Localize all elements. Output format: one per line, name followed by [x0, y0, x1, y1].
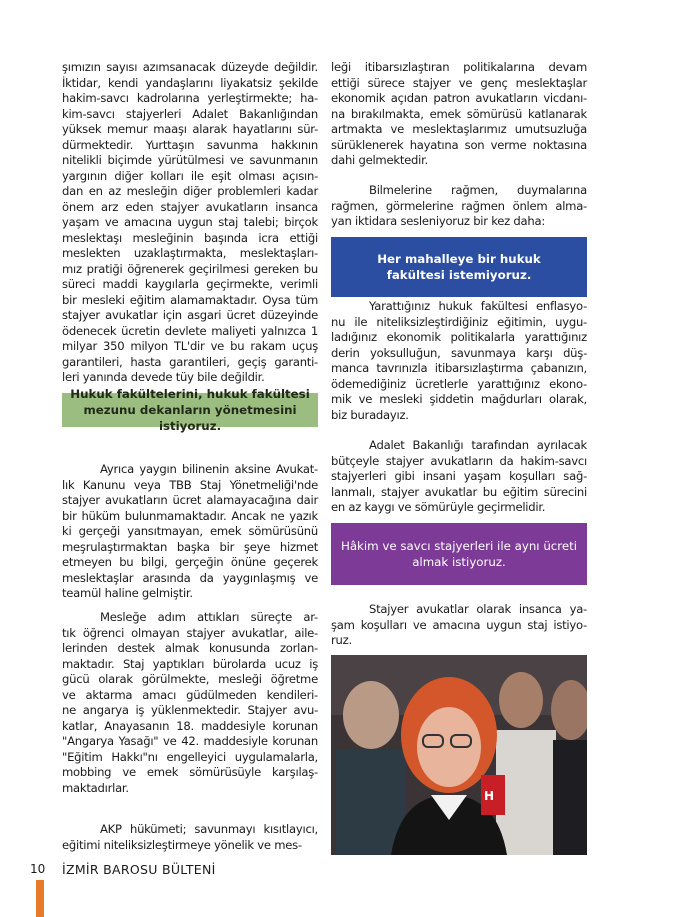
text-line: katlar, Anayasanın 18. maddesiyle korunan [62, 718, 318, 733]
text-line: meşrulaştırmaktan başka bir şeye hizmet [62, 539, 318, 554]
text-line: Stajyer avukatlar olarak insanca ya- [369, 602, 587, 616]
text-line: ödemediğiniz ücretlerle yarattığınız ekono- [331, 376, 587, 391]
left-paragraph-2 [62, 462, 318, 602]
text-line: ödenecek ücretin devlete maliyeti yalnızca 1 [62, 323, 318, 338]
right-paragraph-5 [331, 602, 587, 649]
highlight-text: Her mahalleye bir hukuk fakültesi istemiyoruz. [377, 252, 541, 282]
highlight-text: Hukuk fakültelerini, hukuk fakültesi mezunu dekanların yönetmesini istiyoruz. [70, 387, 310, 433]
text-line: şam koşulları ve amacına uygun staj istiyo- [331, 617, 587, 632]
text-line: ettiği sürece stajyer ve genç meslektaşlar [331, 75, 587, 90]
left-paragraph-4 [62, 822, 318, 853]
text-line: ekonomik açıdan patron avukatların vicdanı- [331, 91, 587, 105]
right-paragraph-4 [331, 438, 587, 516]
text-line: Mesleğe adım attıkları süreçte ar- [100, 610, 318, 624]
text-line: ne angarya iş yüklenmektedir. Stajyer avu- [62, 703, 318, 717]
text-line: gücü olarak görülmekte, mesleği öğretme [62, 672, 318, 686]
text-line: "Angarya Yasağı" ve 42. maddesiyle korunan [62, 734, 318, 748]
right-paragraph-1 [331, 60, 587, 169]
text-line: dan en az mesleğin diğer problemleri kadar [62, 184, 318, 198]
text-line: yargının diğer kolları ile eşit olması açısın- [62, 168, 318, 183]
text-line: ki gerçeği yansıtmayan, emek sömürüsünü [62, 524, 318, 538]
protest-photo [331, 655, 587, 855]
text-line: mik ve mesleki şiddetin mağdurları olarak, [331, 392, 587, 406]
highlight-text: Hâkim ve savcı stajyerleri ile aynı ücreti almak istiyoruz. [340, 539, 578, 569]
text-line: nitelikli biçimde yürütülmesi ve savunmanın [62, 153, 318, 167]
text-line: lık Kanunu veya TBB Staj Yönetmeliği'nde [62, 477, 318, 492]
highlight-box-green [62, 387, 318, 433]
left-paragraph-1 [62, 60, 318, 386]
text-line: eğitimi niteliksizleştirmeye yönelik ve mes- [62, 837, 302, 852]
text-line: maktadırlar. [62, 780, 129, 795]
publication-title: İZMİR BAROSU BÜLTENİ [62, 862, 216, 877]
text-line: bütçeyle stajyer avukatların da hakim-savcı [331, 453, 587, 468]
text-line: kim-savcı stajyerleri Adalet Bakanlığından [62, 106, 318, 121]
text-line: stajyer avukatlar için asgari ücret düzeyinde [62, 308, 318, 322]
text-line: Ayrıca yaygın bilinenin aksine Avukat- [100, 462, 318, 476]
text-line: bir mesleki eğitim alamamaktadır. Oysa tüm [62, 292, 318, 307]
text-line: meslektaşlar arasında da yaygınlaşmış ve [62, 570, 318, 585]
text-line: tık öğrenci olmayan stajyer avukatlar, aile- [62, 625, 318, 640]
text-line: Adalet Bakanlığı tarafından ayrılacak [369, 438, 587, 452]
text-line: artmakta ve meslektaşlarımız umutsuzluğa [331, 122, 587, 136]
highlight-box-blue [331, 237, 587, 297]
text-line: yan iktidara sesleniyoruz bir kez daha: [331, 214, 546, 228]
text-line: lerinden destek almak konusunda zorlan- [62, 641, 318, 655]
text-line: leri yanında devede tüy bile değildir. [62, 370, 265, 384]
text-line: bir hüküm bulunmamaktadır. Ancak ne yazık [62, 508, 318, 523]
left-paragraph-3 [62, 610, 318, 796]
text-line: mobbing ve emek sömürüsüyle karşılaş- [62, 765, 318, 779]
text-line: süreci maddi kaygılarla geçirmekte, verimli [62, 277, 318, 291]
text-line: lanmalı, stajyer avukatlar bu eğitim sürecini [331, 484, 587, 499]
text-line: yaşam ve amacına uygun staj talebi; birçok [62, 215, 318, 229]
text-line: maktadır. Staj yaptıkları bürolarda ucuz iş [62, 656, 318, 671]
text-line: biz buradayız. [331, 407, 409, 422]
highlight-box-purple [331, 523, 587, 585]
text-line: ruz. [331, 633, 352, 647]
right-paragraph-3 [331, 299, 587, 423]
text-line: manca tavrınızla itibarsızlaştırma çabanızın, [331, 361, 587, 375]
right-paragraph-2 [331, 183, 587, 230]
text-line: rağmen, görmelerine rağmen önlem alma- [331, 198, 587, 213]
text-line: şımızın sayısı azımsanacak düzeyde değildir. [62, 60, 318, 74]
text-line: mız pratiği öğrenerek geçirilmesi gereken bu [62, 261, 318, 276]
text-line: dürmektedir. Yurttaşın savunma hakkının [62, 137, 318, 152]
text-line: garantileri, hasta garantileri, geçiş garanti- [62, 354, 318, 369]
accent-bar [36, 880, 44, 917]
text-line: dahi gelmektedir. [331, 153, 428, 167]
page-number: 10 [30, 862, 46, 876]
text-line: İktidar, kendi yandaşlarını liyakatsiz şekilde [62, 75, 318, 90]
text-line: en az kaygı ve sömürüyle geçirmelidir. [331, 500, 546, 514]
text-line: meslektaşı mesleğinin başında icra ettiği [62, 230, 318, 245]
text-line: yüksek memur maaşı alarak hayatlarını sür- [62, 122, 318, 136]
text-line: ve aktarma amacı güdülmeden kendileri- [62, 687, 318, 702]
text-line: etmeyen bu bilgi, gerçeğin önüne geçerek [62, 555, 318, 569]
text-line: teamül haline gelmiştir. [62, 586, 193, 600]
text-line: stajyer avukatların ücret alamayacağına dair [62, 493, 318, 507]
text-line: Yarattığınız hukuk fakültesi enflasyo- [369, 299, 587, 313]
text-line: stajyerleri gibi insani yaşam koşulları sağ- [331, 469, 587, 483]
text-line: leği itibarsızlaştıran politikalarına devam [331, 60, 587, 74]
text-line: AKP hükümeti; savunmayı kısıtlayıcı, [100, 822, 318, 836]
text-line: hakim-savcı kadrolarına yerleştirmekte; ha- [62, 91, 318, 105]
text-line: sürüklenerek hayatına son verme noktasına [331, 137, 587, 152]
text-line: milyar 350 milyon TL'dir ve bu rakam uçuş [62, 339, 318, 353]
text-line: meslekten uzaklaştırmakta, meslektaşları- [62, 246, 318, 260]
text-line: "Eğitim Hakkı"nı engelleyici uygulamalarla, [62, 749, 318, 764]
svg-text:H: H [484, 789, 495, 803]
text-line: ladığınız ekonomik politikalarla yarattığınız [331, 330, 587, 344]
text-line: derin yoksulluğun, savunmaya karşı düş- [331, 345, 587, 360]
text-line: na bırakılmakta, emek sömürüsü katlanarak [331, 106, 587, 121]
text-line: önem arz eden stajyer avukatların insanca [62, 199, 318, 214]
text-line: nu ile niteliksizleştirdiğiniz eğitimin, uygu- [331, 314, 587, 329]
text-line: Bilmelerine rağmen, duymalarına [369, 183, 587, 197]
